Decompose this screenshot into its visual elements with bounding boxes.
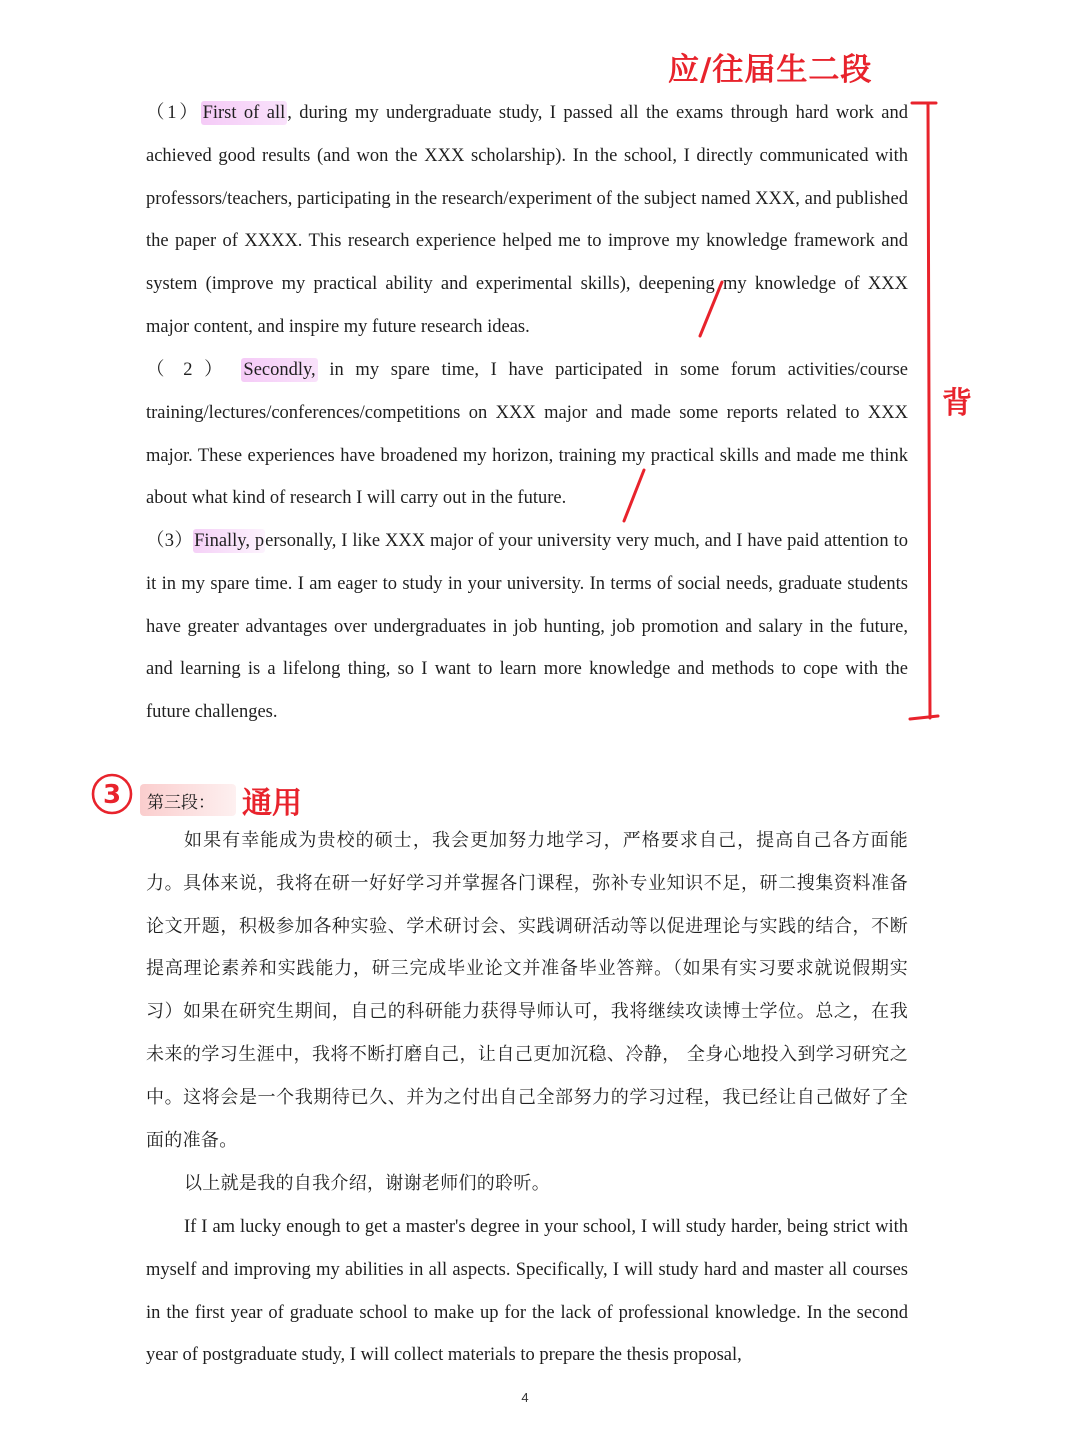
paragraph-2-text: in my spare time, I have participated in some forum activities/course training/lectures/conferences/competitions on XXX major and made some reports related to XXX major. These experiences have broadened my horizon, training my practical skills and made me think about what kind of research I will carry out in the future. xyxy=(146,360,908,509)
highlight-secondly: Secondly, xyxy=(243,360,316,380)
handwritten-general-note: 通用 xyxy=(242,786,302,821)
section-3-label: 第三段： xyxy=(147,793,215,813)
bracket-vertical xyxy=(928,104,930,718)
bracket-bottom xyxy=(910,716,938,719)
section-number-circle-icon xyxy=(90,772,134,816)
paragraph-1 xyxy=(146,92,908,349)
highlight-first-of-all: First of all xyxy=(202,103,286,123)
paragraph-3 xyxy=(146,520,908,734)
chinese-paragraph-1-text: 如果有幸能成为贵校的硕士，我会更加努力地学习，严格要求自己，提高自己各方面能力。具体来说，我将在研一好好学习并掌握各门课程，弥补专业知识不足，研二搜集资料准备论文开题，积极参加各种实验、学术研讨会、实践调研活动等以促进理论与实践的结合，不断提高理论素养和实践能力，研三完成毕业论文并准备毕业答辩。（如果有实习要求就说假期实习）如果在研究生期间，自己的科研能力获得导师认可，我将继续攻读博士学位。总之，在我未来的学习生涯中，我将不断打磨自己，让自己更加沉稳、冷静， 全身心地投入到学习研究之中。这将会是一个我期待已久、并为之付出自己全部努力的学习过程，我已经让自己做好了全面的准备。 xyxy=(146,830,908,1151)
paragraph-2 xyxy=(146,349,908,520)
english-paragraph-4-text: If I am lucky enough to get a master's degree in your school, I will study harder, being strict with myself and improving my abilities in all aspects. Specifically, I will study hard and master all courses in the first year of graduate school to make up for the lack of professional knowledge. In the second year of postgraduate study, I will collect materials to prepare the thesis proposal, xyxy=(146,1217,908,1366)
chinese-paragraph-2-text: 以上就是我的自我介绍，谢谢老师们的聆听。 xyxy=(184,1173,550,1194)
page-number: 4 xyxy=(521,1390,529,1405)
paragraph-3-text: ersonally, I like XXX major of your university very much, and I have paid attention to it in my spare time. I am eager to study in your university. In terms of social needs, graduate students have greater advantages over undergraduates in job hunting, job promotion and salary in the future, and learning is a lifelong thing, so I want to learn more knowledge and methods to cope with the future challenges. xyxy=(146,531,908,723)
english-paragraph-4 xyxy=(146,1206,908,1377)
chinese-paragraph-1 xyxy=(146,820,908,1162)
paragraph-1-prefix: （1） xyxy=(146,103,201,123)
handwritten-side-note: 背 xyxy=(942,386,972,421)
handwritten-title: 应/往届生二段 xyxy=(668,52,873,88)
paragraph-2-prefix: （ 2 ） xyxy=(146,360,242,380)
section-number: 3 xyxy=(102,780,122,810)
paragraph-3-prefix: （3） xyxy=(146,531,194,551)
paragraph-1-text: , during my undergraduate study, I passed all the exams through hard work and achieved good results (and won the XXX scholarship). In the school, I directly communicated with professors/teachers, participating in the research/experiment of the subject named XXX, and published the paper of XXXX. This research experience helped me to improve my knowledge framework and system (improve my practical ability and experimental skills), deepening my knowledge of XXX major content, and inspire my future research ideas. xyxy=(146,103,908,337)
highlight-finally: Finally, p xyxy=(194,531,265,551)
section-3-label-box xyxy=(140,784,236,816)
chinese-paragraph-2 xyxy=(146,1163,908,1206)
